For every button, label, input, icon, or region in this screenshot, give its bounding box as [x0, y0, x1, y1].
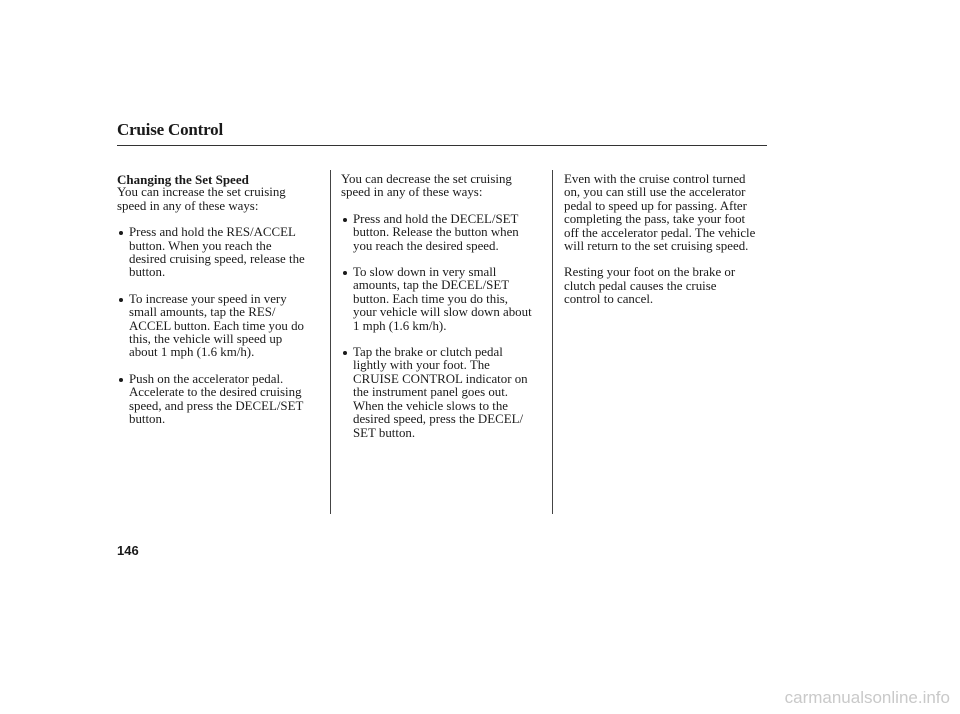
watermark-link[interactable]: carmanualsonline.info: [784, 688, 950, 707]
column-decrease-speed: [341, 173, 551, 440]
bullet-icon: [343, 271, 347, 275]
bullet-icon: [343, 218, 347, 222]
bullet-list: [341, 213, 551, 440]
column-divider: [330, 170, 331, 514]
list-item: Press and hold the RES/ACCEL button. When you reach the desired cruising speed, release the button.: [117, 226, 327, 280]
bullet-icon: [343, 351, 347, 355]
paragraph: Even with the cruise control turned on, you can still use the accelerator pedal to speed up for passing. After completing the pass, take your foot off the accelerator pedal. The vehicle will return to the set cruising speed.: [564, 172, 756, 254]
paragraph-intro: You can increase the set cruising speed in any of these ways:: [117, 185, 286, 213]
column-notes: [564, 173, 774, 307]
column-increase-speed: [117, 173, 327, 427]
list-item: Push on the accelerator pedal. Accelerate to the desired cruising speed, and press the DECEL/SET button.: [117, 373, 327, 427]
list-item: Tap the brake or clutch pedal lightly with your foot. The CRUISE CONTROL indicator on the instrument panel goes out. When the vehicle slows to the desired speed, press the DECEL/ SET button.: [341, 346, 551, 440]
paragraph: Resting your foot on the brake or clutch pedal causes the cruise control to cancel.: [564, 265, 736, 307]
list-item: To slow down in very small amounts, tap the DECEL/SET button. Each time you do this, your vehicle will slow down about 1 mph (1.6 km/h).: [341, 266, 551, 333]
bullet-list: [117, 226, 327, 426]
bullet-icon: [119, 378, 123, 382]
paragraph-intro: You can decrease the set cruising speed in any of these ways:: [341, 172, 512, 200]
page-number: 146: [117, 543, 139, 558]
subheading: Changing the Set Speed: [117, 172, 249, 187]
title-divider: [117, 145, 767, 146]
bullet-icon: [119, 231, 123, 235]
list-item: Press and hold the DECEL/SET button. Release the button when you reach the desired speed.: [341, 213, 551, 253]
bullet-icon: [119, 298, 123, 302]
section-title: Cruise Control: [117, 120, 223, 139]
column-divider: [552, 170, 553, 514]
list-item: To increase your speed in very small amounts, tap the RES/ ACCEL button. Each time you do this, the vehicle will speed up about 1 mph (1.6 km/h).: [117, 293, 327, 360]
